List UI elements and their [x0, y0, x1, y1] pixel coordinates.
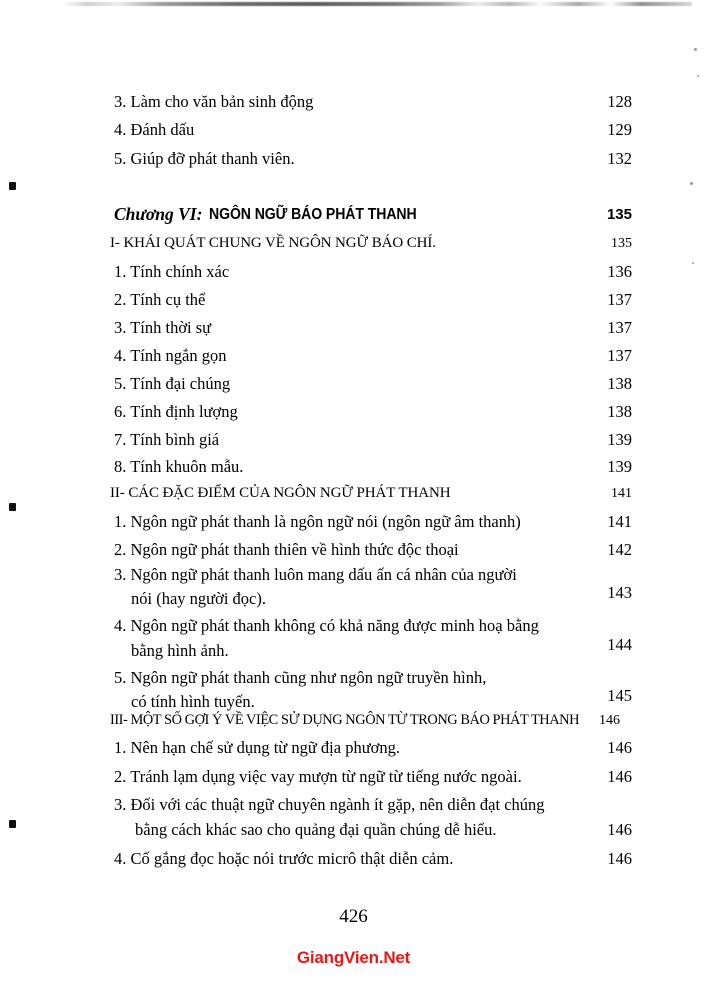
scan-speck-3 [692, 262, 694, 264]
toc-entry-label-cont: có tính hình tuyến. [131, 692, 255, 711]
toc-entry-label: 1. Nên hạn chế sử dụng từ ngữ địa phương. [114, 738, 400, 757]
scan-margin-mark-2 [9, 503, 16, 511]
toc-entry-page: 139 [607, 457, 632, 476]
toc-entry-page: 132 [607, 149, 632, 168]
scan-speck-4 [697, 75, 699, 77]
toc-entry-label-cont: bằng cách khác sao cho quảng đại quần chúng dễ hiểu. [135, 820, 497, 839]
toc-entry-label: 3. Ngôn ngữ phát thanh luôn mang dấu ấn cá nhân của người [114, 565, 517, 584]
scan-speck-1 [694, 48, 697, 51]
scan-margin-mark-1 [9, 182, 16, 190]
toc-entry-page: 129 [607, 120, 632, 139]
toc-section-page: 146 [599, 713, 620, 728]
chapter-title: NGÔN NGỮ BÁO PHÁT THANH [209, 206, 417, 223]
toc-entry-label: 3. Đối với các thuật ngữ chuyên ngành ít gặp, nên diễn đạt chúng [114, 795, 545, 814]
toc-entry-page: 146 [607, 820, 632, 839]
toc-entry-page: 146 [607, 738, 632, 757]
toc-entry-page: 136 [607, 262, 632, 281]
toc-section-label: I- KHÁI QUÁT CHUNG VỀ NGÔN NGỮ BÁO CHÍ. [110, 235, 436, 251]
toc-section-label: III- MỘT SỐ GỢI Ý VỀ VIỆC SỬ DỤNG NGÔN TỪ TRONG BÁO PHÁT THANH [110, 712, 580, 728]
toc-entry-label: 4. Cố gắng đọc hoặc nói trước micrô thật diễn cảm. [114, 849, 454, 868]
toc-entry-page: 143 [607, 583, 632, 602]
scan-margin-mark-3 [9, 820, 16, 828]
toc-entry-label: 1. Tính chính xác [114, 262, 230, 281]
toc-entry-label: 8. Tính khuôn mẫu. [114, 457, 244, 476]
toc-entry-label: 7. Tính bình giá [114, 430, 220, 449]
toc-section-page: 135 [611, 236, 632, 251]
toc-entry-label-cont: nói (hay người đọc). [131, 589, 266, 608]
chapter-prefix: Chương VI: [114, 204, 203, 224]
toc-entry-page: 142 [607, 540, 632, 559]
toc-entry-label: 2. Tính cụ thể [114, 290, 206, 309]
toc-entry-page: 137 [607, 346, 632, 365]
toc-entry-label: 4. Ngôn ngữ phát thanh không có khả năng được minh hoạ bằng [114, 616, 539, 635]
toc-section-page: 141 [611, 486, 632, 501]
toc-entry-label: 4. Đánh dấu [114, 120, 195, 139]
toc-entry-page: 146 [607, 849, 632, 868]
toc-entry-label: 6. Tính định lượng [114, 402, 238, 421]
toc-entry-page: 146 [607, 767, 632, 786]
toc-entry-page: 137 [607, 290, 632, 309]
watermark: GiangVien.Net [296, 948, 411, 967]
scan-smudge-top [62, 2, 692, 6]
page-number: 426 [339, 906, 368, 927]
toc-entry-page: 138 [607, 402, 632, 421]
toc-entry-label: 3. Làm cho văn bản sinh động [114, 92, 314, 111]
toc-entry-page: 137 [607, 318, 632, 337]
toc-entry-page: 139 [607, 430, 632, 449]
toc-entry-label: 3. Tính thời sự [114, 318, 212, 337]
toc-entry-label: 2. Ngôn ngữ phát thanh thiên về hình thức độc thoại [114, 540, 459, 559]
toc-section-label: II- CÁC ĐẶC ĐIỂM CỦA NGÔN NGỮ PHÁT THANH [110, 485, 451, 501]
toc-entry-page: 138 [607, 374, 632, 393]
toc-entry-label: 5. Ngôn ngữ phát thanh cũng như ngôn ngữ truyền hình, [114, 668, 487, 687]
toc-entry-page: 141 [607, 512, 632, 531]
toc-entry-page: 145 [607, 686, 632, 705]
scan-speck-2 [690, 182, 693, 185]
toc-entry-label: 4. Tính ngắn gọn [114, 346, 227, 365]
chapter-page: 135 [606, 206, 632, 223]
toc-entry-page: 128 [607, 92, 632, 111]
toc-entry-label-cont: bằng hình ảnh. [131, 641, 229, 660]
toc-entry-label: 5. Tính đại chúng [114, 374, 231, 393]
toc-entry-page: 144 [607, 635, 632, 654]
toc-entry-label: 2. Tránh lạm dụng việc vay mượn từ ngữ từ tiếng nước ngoài. [114, 767, 522, 786]
toc-entry-label: 1. Ngôn ngữ phát thanh là ngôn ngữ nói (ngôn ngữ âm thanh) [114, 512, 521, 531]
toc-entry-label: 5. Giúp đỡ phát thanh viên. [114, 149, 295, 168]
